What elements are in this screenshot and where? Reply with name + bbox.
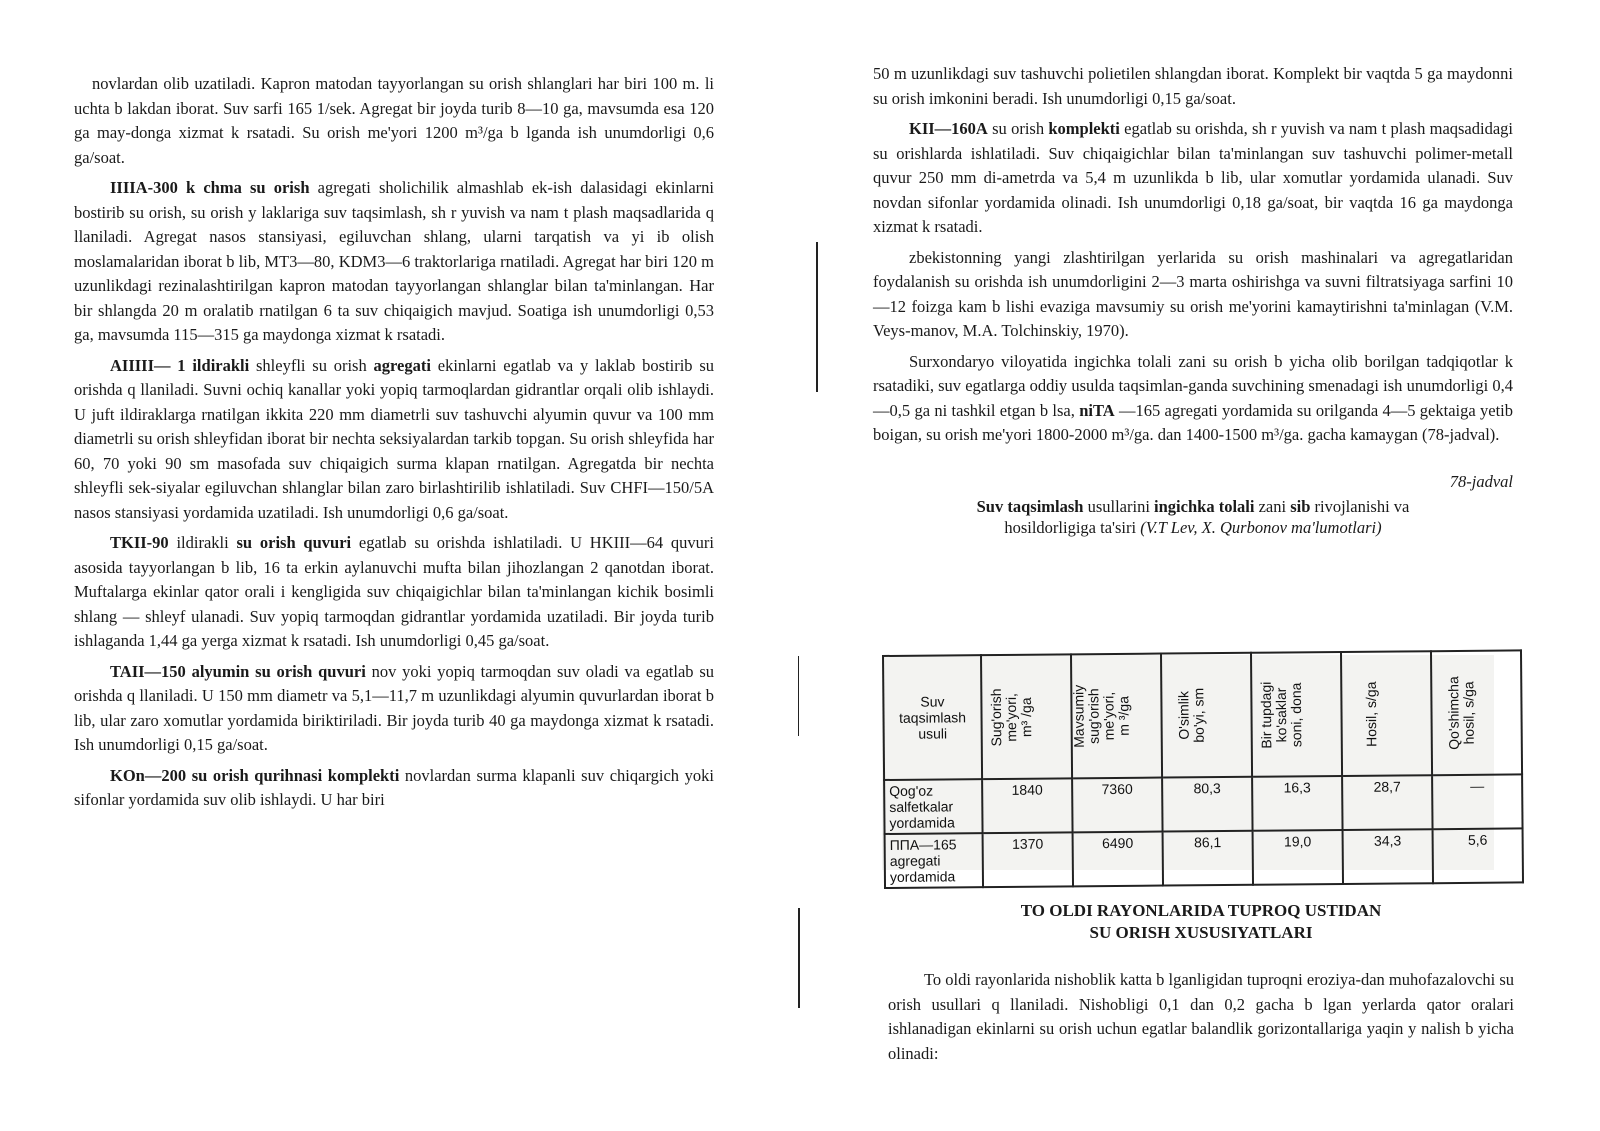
cell-extra: 5,6	[1433, 828, 1523, 883]
right-page	[873, 62, 1513, 538]
right-paragraph-5: To oldi rayonlarida nishoblik katta b lganligidan tuproqni eroziya-dan muhofazalovchi su orish usullari q llaniladi. Nishobligi 0,1 dan 0,2 gacha b lgan yerlarda qator oralari ishlanadigan ekinlarni su orish uchun egatlar balandlik gorizontallariga yaqin y nalish b yicha olinadi:	[888, 970, 1514, 1063]
table-row	[884, 774, 1522, 834]
cell-norm: 1370	[983, 832, 1073, 887]
right-paragraph-2	[873, 117, 1513, 240]
caption-bold-1: Suv taqsimlash	[976, 496, 1084, 516]
right-paragraph-3: zbekistonning yangi zlashtirilgan yerlarida su orish mashinalari va agregatlaridan foydalanish su orishda ish unumdorligini 2—3 marta oshirishga va suvni filtratsiyaga sarfini 10—12 foizga kam b lishi evaziga mavsumiy su orish me'yorini kamaytirishni ta'minlagan (V.M. Veys-manov, M.A. Tolchinskiy, 1970).	[873, 247, 1513, 340]
term-iiiia-300: IIIIA-300 k chma su orish	[110, 178, 310, 197]
term-aiiiii-1: AIIIII— 1 ildirakli	[110, 355, 250, 375]
margin-line-top	[816, 242, 818, 392]
right-paragraph-4-text-b: —165 agregati yordamida su orilganda 4—5 gektaiga yetib boigan, su orish me'yori 1800-2000 m³/ga. dan 1400-1500 m³/ga. gacha kamaygan (78-jadval).	[873, 400, 1513, 444]
term-taii-150: TAII—150 alyumin su orish quvuri	[110, 661, 366, 681]
cell-norm: 1840	[982, 778, 1072, 833]
cell-height: 86,1	[1163, 831, 1253, 886]
left-paragraph-6-text: novlardan surma klapanli suv chiqargich yoki sifonlar yordamida suv olib ishlaydi. U har biri	[74, 765, 714, 809]
left-paragraph-4	[74, 531, 714, 654]
right-paragraph-2-text-a: su orish	[987, 119, 1049, 138]
margin-line-bottom	[798, 908, 800, 1008]
left-paragraph-2-text: agregati sholichilik almashlab ek-ish dalasidagi ekinlarni bostirib su orish, su orish y laklariga suv taqsimlash, sh r yuvish va nam t plash maqsadlarida q llaniladi. Agregat nasos stansiyasi, egiluvchan shlang, ularni tarqatish va yi ib olish moslamalaridan iborat b lib, MT3—80, KDM3—6 traktorlariga rnatiladi. Agregat har biri 120 m uzunlikdagi rezinalashtirilgan kapron matodan tayyorlangan shlanglar bilan ta'minlangan. Har bir shlangda 20 m oralatib rnatilgan 6 ta suv chiqaigich mavjud. Soatiga ish unumdorligi 0,53 ga, mavsumda 115—315 ga maydonga xizmat k rsatadi.	[74, 178, 714, 344]
cell-method: Qog'oz salfetkalar yordamida	[884, 779, 982, 834]
table-number: 78-jadval	[1449, 471, 1513, 491]
caption-source: (V.T Lev, X. Qurbonov ma'lumotlari)	[1140, 517, 1382, 537]
section-title-line-1: TO OLDI RAYONLARIDA TUPROQ USTIDAN	[1020, 901, 1382, 920]
caption-bold-3: sib	[1290, 496, 1311, 516]
header-height	[1161, 653, 1252, 778]
caption-text-3: rivojlanishi va	[1310, 496, 1410, 516]
term-nita: niTA	[1079, 400, 1115, 420]
term-agregati: agregati	[373, 355, 431, 375]
data-table-container	[882, 655, 1494, 885]
left-paragraph-5	[74, 660, 714, 758]
cell-extra: —	[1432, 774, 1522, 829]
header-yield	[1341, 651, 1432, 776]
table-caption	[873, 496, 1513, 538]
header-bolls-text: Bir tupdagi ko'saklar soni, dona	[1257, 681, 1305, 749]
left-page	[74, 72, 714, 819]
right-paragraph-4	[873, 350, 1513, 448]
cell-yield: 34,3	[1343, 829, 1433, 884]
right-paragraph-4-text-a: Surxondaryo viloyatida ingichka tolali zani su orish b yicha olib borilgan tadqiqotlar k rsatadiki, suv egatlarga oddiy usulda taqsimlan-ganda suvchining smenadagi ish unumdorligi 0,4—0,5 ga ni tashkil etgan b lsa,	[873, 351, 1513, 420]
cell-bolls: 16,3	[1252, 776, 1342, 831]
cell-method: ППА—165 agregati yordamida	[885, 833, 983, 888]
header-seasonal	[1071, 654, 1162, 779]
header-norm-text: Sug'orish me'yori, m³ /ga	[987, 687, 1035, 747]
header-extra-text: Qo'shimcha hosil, s/ga	[1445, 676, 1477, 750]
term-tkii-90: TKII-90	[110, 533, 169, 552]
section-title-line-2: SU ORISH XUSUSIYATLARI	[1089, 923, 1313, 942]
right-paragraph-2-text-b: egatlab su orishda, sh r yuvish va nam t plash maqsadidagi su orishlarda ishlatiladi. Suv chiqaigichlar bilan ta'minlangan suv tashuvchi polimer-metall quvur 250 mm di-ametrda va 5,4 m uzunlikda b lib, ular xomutlar yordamida ulanadi. Suv novdan sifonlar yordamida olinadi. Ish unumdorligi 0,18 ga/soat, bir vaqtda 16 ga maydonga xizmat k rsatadi.	[873, 119, 1514, 236]
cell-bolls: 19,0	[1253, 830, 1343, 885]
left-paragraph-3-text-a: shleyfli su orish	[249, 355, 374, 375]
caption-line-2: hosildorligiga ta'siri	[1004, 517, 1141, 537]
caption-text-1: usullarini	[1083, 496, 1155, 516]
left-paragraph-4-text-a: ildirakli	[168, 533, 237, 552]
left-paragraph-6	[74, 764, 714, 813]
header-yield-text: Hosil, s/ga	[1362, 681, 1380, 747]
header-method: Suv taqsimlash usuli	[883, 655, 982, 780]
header-bolls	[1251, 652, 1342, 777]
right-paragraph-1: 50 m uzunlikdagi suv tashuvchi polietilen shlangdan iborat. Komplekt bir vaqtda 5 ga maydonni su orish imkonini beradi. Ish unumdorligi 0,15 ga/soat.	[873, 64, 1513, 108]
header-norm	[981, 654, 1072, 779]
left-paragraph-4-text-b: egatlab su orishda ishlatiladi. U HKIII—64 quvuri asosida tayyorlangan b lib, 16 ta erkin aylanuvchi mufta bilan jihozlangan 2 qanotdan iborat. Muftalarga ekinlar qator orali i kengligida suv chiqaigichlar bilan ta'minlangan kichik bosimli shlang — shleyf ulanadi. Suv yopiq tarmoqdan gidrantlar yordamida uzatiladi. Bir joyda turib ishlaganda 1,44 ga yerga xizmat k rsatadi. Ish unumdorligi 0,45 ga/soat.	[74, 533, 714, 650]
margin-line-middle	[798, 656, 799, 736]
caption-text-2: zani	[1254, 496, 1291, 516]
data-table	[882, 649, 1524, 889]
left-paragraph-1: novlardan olib uzatiladi. Kapron matodan tayyorlangan su orish shlanglari har biri 100 m. li uchta b lakdan iborat. Suv sarfi 165 1/sek. Agregat bir joyda turib 8—10 ga, mavsumda esa 120 ga may-donga xizmat k rsatadi. Su orish me'yori 1200 m³/ga b lganda ish unumdorligi 0,6 ga/soat.	[74, 74, 714, 167]
left-paragraph-3	[74, 354, 714, 526]
cell-seasonal: 6490	[1073, 832, 1163, 887]
term-su-orish-quvuri: su orish quvuri	[236, 533, 352, 552]
cell-seasonal: 7360	[1072, 778, 1162, 833]
left-paragraph-3-text-b: ekinlarni egatlab va y laklab bostirib su orishda q llaniladi. Suvni ochiq kanallar yoki yopiq tarmoqlardan gidrantlar orqali olib ishlaydi. U juft ildiraklarga rnatilgan ikkita 220 mm diametrli suv tashuvchi alyumin quvur va 100 mm diametrli su orish shleyfidan iborat bir nechta seksiyalardan tarkib topgan. Su orish shleyfida har 60, 70 yoki 90 sm masofada suv chiqaigich surma klapan rnatilgan. Agregatda bir nechta shleyfli sek-siyalar egiluvchan shlanglar bilan zaro birlashtirilib ishlatiladi. Suv CHFI—150/5A nasos stansiyasi yordamida uzatiladi. Ish unumdorligi 0,6 ga/soat.	[74, 355, 714, 522]
header-seasonal-text: Mavsumiy sug'orish me'yori, m ³/ga	[1070, 684, 1132, 748]
section-title	[888, 900, 1514, 944]
cell-height: 80,3	[1162, 777, 1252, 832]
table-header-row	[883, 650, 1522, 780]
header-height-text: O'simlik bo'yi, sm	[1175, 687, 1207, 743]
term-komplekti: komplekti	[1048, 119, 1120, 138]
caption-bold-2: ingichka tolali	[1154, 496, 1255, 516]
term-kon-200: KOn—200 su orish qurihnasi komplekti	[110, 765, 400, 785]
term-kii-160a: KII—160A	[909, 119, 988, 138]
cell-yield: 28,7	[1342, 775, 1432, 830]
left-paragraph-5-text: nov yoki yopiq tarmoqdan suv oladi va egatlab su orishda q llaniladi. U 150 mm diametr va 5,1—11,7 m uzunlikdagi alyumin quvurlardan iborat b lib, ular zaro xomutlar yordamida biriktiriladi. Bir joyda turib 40 ga maydonga xizmat k rsatadi. Ish unumdorligi 0,15 ga/soat.	[74, 661, 714, 754]
right-page-lower	[888, 870, 1514, 1072]
header-extra	[1431, 650, 1522, 775]
left-paragraph-2	[74, 176, 714, 348]
